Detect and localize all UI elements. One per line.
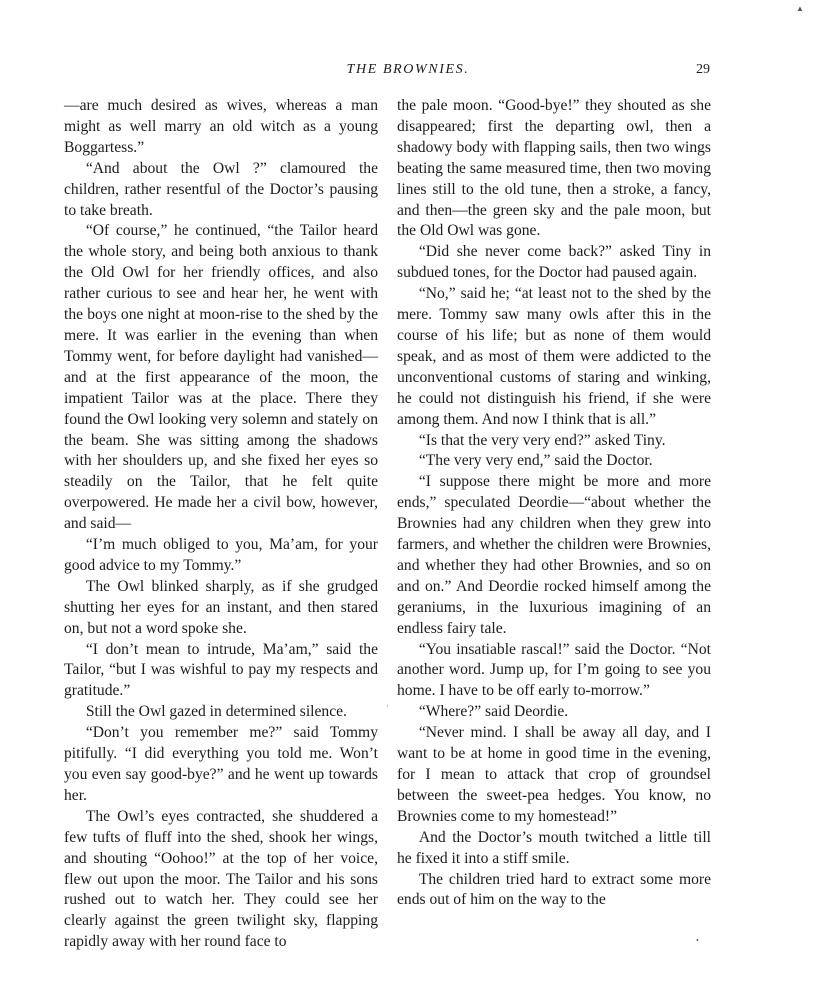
paragraph: “The very very end,” said the Doctor. bbox=[418, 452, 653, 470]
paragraph: “You insatiable rascal!” said the Doctor. “Not another word. Jump up, for I’m going to see you home. I have to be off early to-morrow.” bbox=[397, 640, 711, 700]
paragraph: “I don’t mean to intrude, Ma’am,” said the Tailor, “but I was wishful to pay my respects and gratitude.” bbox=[64, 640, 378, 700]
paragraph: “Where?” said Deordie. bbox=[418, 703, 569, 721]
running-header-title: THE BROWNIES. bbox=[346, 62, 470, 77]
page-number: 29 bbox=[696, 62, 710, 77]
print-speck: • bbox=[696, 936, 699, 945]
paragraph: And the Doctor’s mouth twitched a little till he fixed it into a stiff smile. bbox=[397, 828, 711, 867]
paragraph: “Of course,” he continued, “the Tailor heard the whole story, and being both anxious to thank the Old Owl for her friendly offices, and also rather curious to see and hear her, he went with the boys one night at moon-rise to the shed by the mere. It was earlier in the evening than when Tommy went, for before daylight had vanished—and at the first appearance of the moon, the impatient Tailor was at the place. There they found the Owl looking very solemn and stately on the beam. She was sitting among the shadows with her shoulders up, and she fixed her eyes so steadily on the Tailor, that he felt quite overpowered. He made her a civil bow, however, and said— bbox=[64, 222, 378, 533]
paragraph: the pale moon. “Good-bye!” they shouted as she disappeared; first the departing owl, then a shadowy body with flapping sails, then two wings beating the same measured time, then two moving lines still to the old tune, then a stroke, a fancy, and then—the green sky and the pale moon, but the Old Owl was gone. bbox=[397, 97, 711, 240]
paragraph: “Is that the very very end?” asked Tiny. bbox=[418, 431, 666, 449]
paragraph: “No,” said he; “at least not to the shed by the mere. Tommy saw many owls after this in the course of his life; but as none of them would speak, and as most of them were addicted to the unconventional customs of staring and winking, he could not distinguish his friend, if she were among them. And now I think that is all.” bbox=[397, 285, 711, 428]
paragraph: “I suppose there might be more and more ends,” speculated Deordie—“about whether the Brownies had any children when they grew into farmers, and whether the children were Brownies, and whether they had other Brownies, and so on and on.” And Deordie rocked himself among the geraniums, in the luxurious imagining of an endless fairy tale. bbox=[397, 473, 711, 637]
paragraph: “Never mind. I shall be away all day, and I want to be at home in good time in the evening, for I mean to attack that crop of groundsel between the sweet-pea hedges. You know, no Brownies come to my homestead!” bbox=[397, 724, 711, 825]
paragraph: —are much desired as wives, whereas a man might as well marry an old witch as a young Boggartess.” bbox=[64, 97, 378, 156]
print-speck: · bbox=[386, 702, 389, 711]
left-column bbox=[64, 96, 378, 953]
paragraph: The Owl blinked sharply, as if she grudged shutting her eyes for an instant, and then stared on, but not a word spoke she. bbox=[64, 577, 378, 637]
print-speck: ▲ bbox=[796, 4, 804, 13]
paragraph: The Owl’s eyes contracted, she shuddered a few tufts of fluff into the shed, shook her wings, and shouting “Oohoo!” at the top of her voice, flew out upon the moor. The Tailor and his sons rushed out to watch her. They could see her clearly against the green twilight sky, flapping rapidly away with her round face to bbox=[64, 807, 378, 951]
paragraph: The children tried hard to extract some more ends out of him on the way to the bbox=[397, 870, 711, 909]
paragraph: “Don’t you remember me?” said Tommy pitifully. “I did everything you told me. Won’t you even say good-bye?” and he went up towards her. bbox=[64, 724, 378, 804]
paragraph: “And about the Owl ?” clamoured the children, rather resentful of the Doctor’s pausing to take breath. bbox=[64, 159, 378, 219]
right-column bbox=[397, 96, 711, 911]
paragraph: “I’m much obliged to you, Ma’am, for your good advice to my Tommy.” bbox=[64, 536, 378, 574]
paragraph: Still the Owl gazed in determined silence. bbox=[85, 703, 347, 721]
paragraph: “Did she never come back?” asked Tiny in subdued tones, for the Doctor had paused again. bbox=[397, 243, 711, 282]
